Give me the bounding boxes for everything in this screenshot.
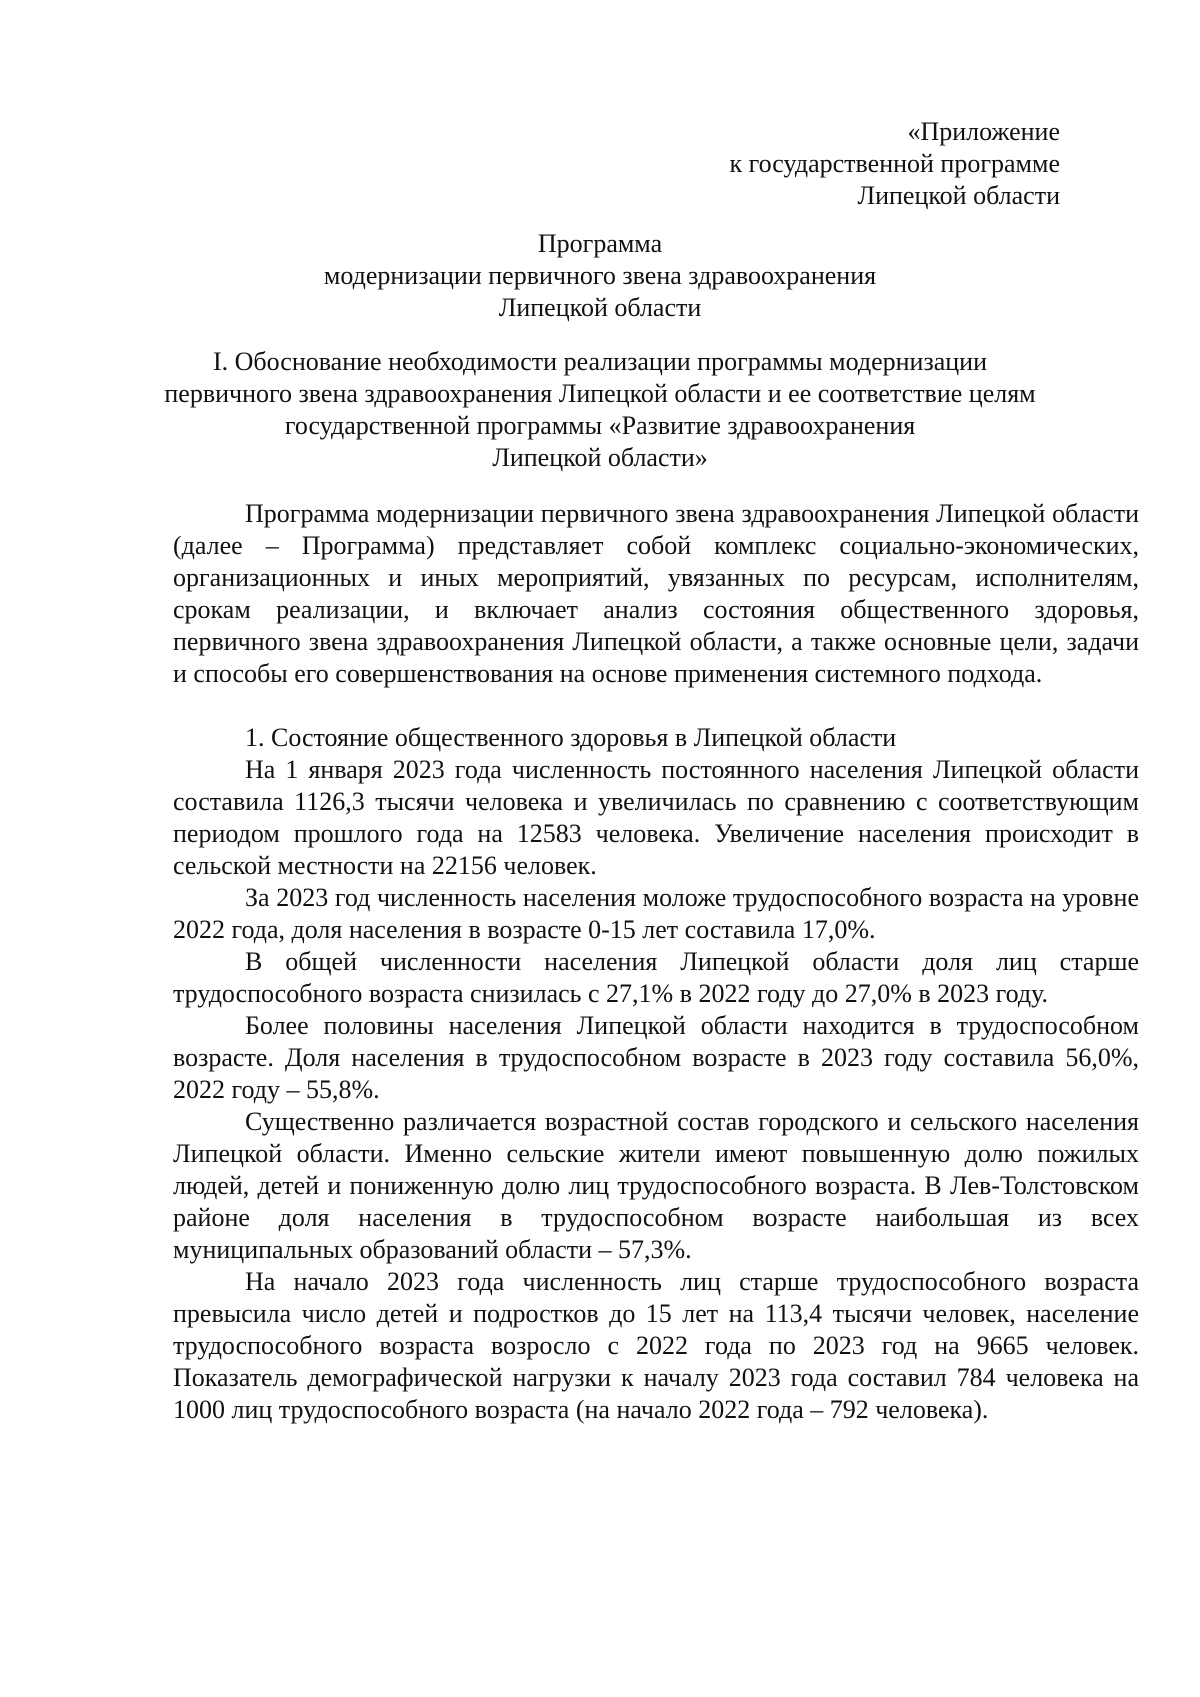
body-paragraph: В общей численности населения Липецкой области доля лиц старше трудоспособного возраста снизилась с 27,1% в 2022 году до 27,0% в 2023 году.: [173, 947, 1139, 1008]
section-heading-line: государственной программы «Развитие здравоохранения: [284, 411, 916, 440]
body-paragraph: На 1 января 2023 года численность постоянного населения Липецкой области составила 1126,3 тысячи человека и увеличилась по сравнению с соответствующим периодом прошлого года на 12583 человека. Увеличение населения происходит в сельской местности на 22156 человек.: [173, 755, 1139, 880]
body-paragraph: На начало 2023 года численность лиц старше трудоспособного возраста превысила число детей и подростков до 15 лет на 113,4 тысячи человек, население трудоспособного возраста возросло с 2022 года по 2023 год на 9665 человек. Показатель демографической нагрузки к началу 2023 года составил 784 человека на 1000 лиц трудоспособного возраста (на начало 2022 года – 792 человека).: [173, 1267, 1139, 1424]
section-heading: [150, 346, 1050, 474]
body-paragraph: Существенно различается возрастной состав городского и сельского населения Липецкой области. Именно сельские жители имеют повышенную долю пожилых людей, детей и пониженную долю лиц трудоспособного возраста. В Лев-Толстовском районе доля населения в трудоспособном возрасте наибольшая из всех муниципальных образований области – 57,3%.: [173, 1107, 1139, 1264]
title-line: Программа: [537, 229, 663, 258]
appendix-line: «Приложение: [907, 117, 1060, 146]
intro-paragraph: Программа модернизации первичного звена здравоохранения Липецкой области (далее – Программа) представляет собой комплекс социально-экономических, организационных и иных мероприятий, увязанных по ресурсам, исполнителям, срокам реализации, и включает анализ состояния общественного здоровья, первичного звена здравоохранения Липецкой области, а также основные цели, задачи и способы его совершенствования на основе применения системного подхода.: [173, 499, 1139, 688]
subsection-title: 1. Состояние общественного здоровья в Липецкой области: [245, 723, 897, 752]
document-body: [173, 498, 1139, 1426]
section-heading-line: первичного звена здравоохранения Липецкой области и ее соответствие целям: [164, 379, 1036, 408]
title-line: Липецкой области: [498, 293, 702, 322]
document-title: [140, 228, 1060, 324]
body-paragraph: Более половины населения Липецкой области находится в трудоспособном возрасте. Доля населения в трудоспособном возрасте в 2023 году составила 56,0%, 2022 году – 55,8%.: [173, 1011, 1139, 1104]
appendix-line: к государственной программе: [729, 149, 1060, 178]
body-paragraph: За 2023 год численность населения моложе трудоспособного возраста на уровне 2022 года, доля населения в возрасте 0-15 лет составила 17,0%.: [173, 883, 1139, 944]
appendix-header: [560, 116, 1060, 212]
title-line: модернизации первичного звена здравоохранения: [323, 261, 877, 290]
appendix-line: Липецкой области: [857, 181, 1060, 210]
section-heading-line: Липецкой области»: [492, 443, 708, 472]
section-heading-line: I. Обоснование необходимости реализации программы модернизации: [212, 347, 988, 376]
